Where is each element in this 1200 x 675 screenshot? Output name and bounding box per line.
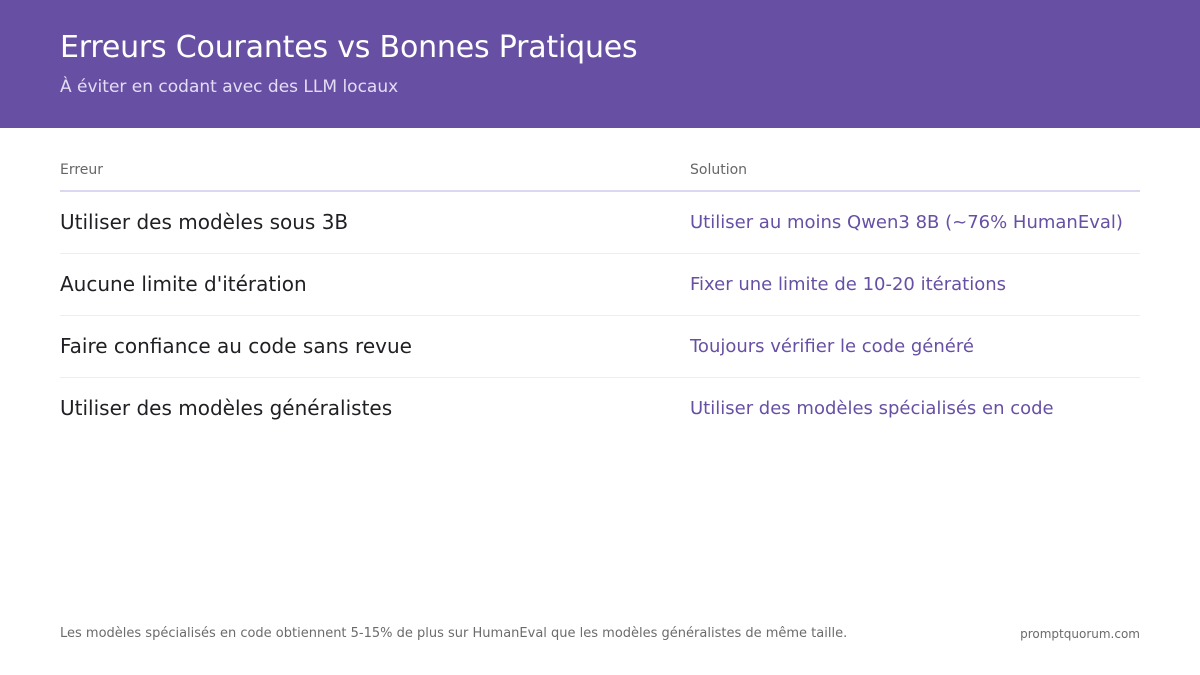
source-credit: promptquorum.com: [1020, 627, 1140, 641]
page-subtitle: À éviter en codant avec des LLM locaux: [60, 77, 399, 97]
table-row: [60, 378, 1140, 439]
page-title: Erreurs Courantes vs Bonnes Pratiques: [60, 30, 638, 65]
table-header: [60, 150, 1140, 192]
footnote: Les modèles spécialisés en code obtiennent 5-15% de plus sur HumanEval que les modèles généralistes de même taille.: [60, 626, 848, 641]
solution-cell: Toujours vérifier le code généré: [690, 336, 974, 357]
error-cell: Faire confiance au code sans revue: [60, 334, 412, 358]
header-banner: [0, 0, 1200, 128]
column-header-error: Erreur: [60, 162, 104, 178]
table-row: [60, 192, 1140, 254]
comparison-table: [60, 150, 1140, 439]
error-cell: Utiliser des modèles sous 3B: [60, 210, 349, 234]
solution-cell: Utiliser au moins Qwen3 8B (~76% HumanEval): [690, 212, 1123, 233]
table-row: [60, 316, 1140, 378]
solution-cell: Utiliser des modèles spécialisés en code: [690, 398, 1054, 419]
column-header-solution: Solution: [690, 162, 748, 178]
solution-cell: Fixer une limite de 10-20 itérations: [690, 274, 1007, 295]
error-cell: Utiliser des modèles généralistes: [60, 396, 393, 420]
error-cell: Aucune limite d'itération: [60, 272, 307, 296]
table-row: [60, 254, 1140, 316]
